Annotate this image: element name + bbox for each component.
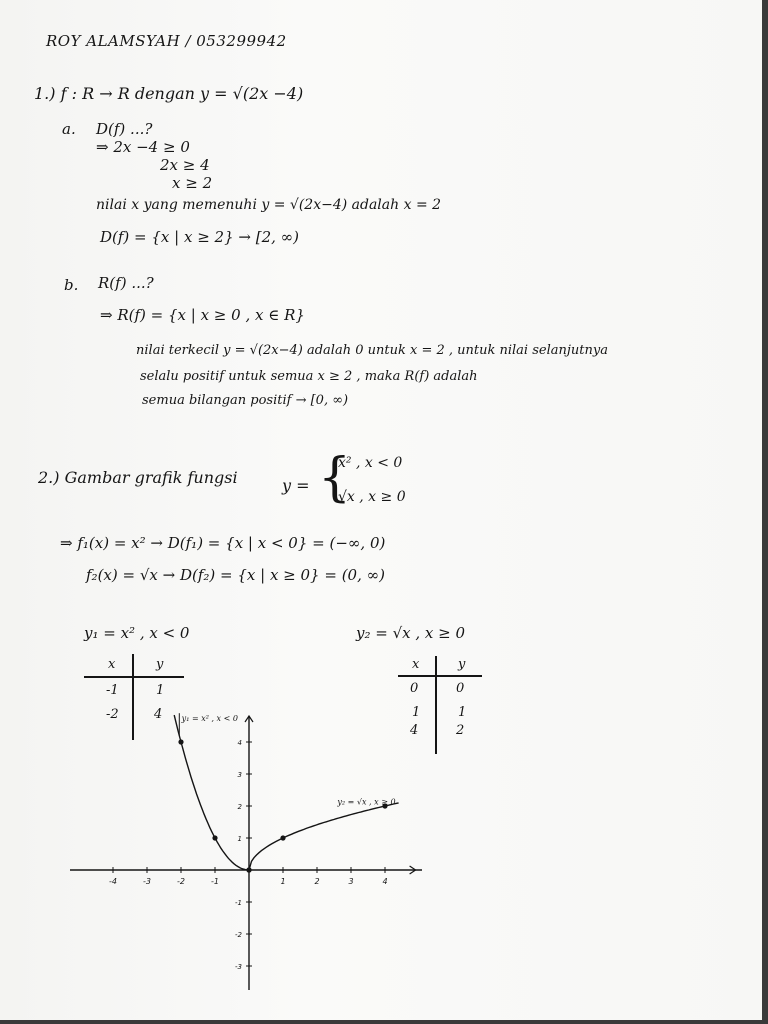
table2-row2-y: 1 [458, 705, 467, 720]
curve1-label: y₁ = x² , x < 0 [181, 714, 238, 724]
y-tick-label: -2 [235, 931, 242, 939]
x-tick-label: -4 [109, 877, 117, 886]
table2-row3-y: 2 [456, 723, 465, 738]
table1-row1-y: 1 [156, 683, 165, 698]
y-tick-label: 2 [237, 803, 242, 811]
table1-header-y: y [156, 657, 164, 672]
table2-title: y₂ = √x , x ≥ 0 [356, 624, 466, 642]
q2-piece-2: √x , x ≥ 0 [338, 489, 406, 505]
table2-row1-x: 0 [410, 681, 419, 696]
q2-f1-domain: ⇒ f₁(x) = x² → D(f₁) = {x | x < 0} = (−∞, 0) [60, 534, 386, 552]
y-tick-label: -3 [235, 963, 242, 971]
table2-row2-x: 1 [412, 705, 421, 720]
x-tick-label: 4 [382, 877, 388, 886]
table1-row2-y: 4 [154, 707, 163, 722]
piecewise-brace: { [318, 448, 352, 508]
plotted-point [246, 867, 251, 872]
q1a-step-1: ⇒ 2x −4 ≥ 0 [96, 138, 190, 156]
x-tick-label: -1 [211, 877, 219, 886]
x-tick-label: -3 [143, 877, 151, 886]
y-tick-label: 1 [237, 835, 242, 843]
table1-header-x: x [108, 657, 116, 672]
table1-row2-x: -2 [106, 707, 119, 722]
x-tick-label: 3 [348, 877, 354, 886]
q1b-explanation-line-3: semua bilangan positif → [0, ∞) [142, 393, 349, 408]
q1b-question: R(f) ...? [98, 274, 154, 292]
x-tick-label: -2 [177, 877, 185, 886]
q1-statement: 1.) f : R → R dengan y = √(2x −4) [34, 84, 304, 103]
curve2-label: y₂ = √x , x ≥ 0 [337, 797, 396, 807]
q1b-range-set: ⇒ R(f) = {x | x ≥ 0 , x ∈ R} [100, 306, 305, 324]
q1a-step-3: x ≥ 2 [172, 174, 213, 192]
plotted-point [280, 835, 285, 840]
y-tick-label: 4 [237, 739, 242, 747]
curve-y2-sqrt-x [249, 803, 399, 870]
plotted-point [178, 739, 183, 744]
y-tick-label: -1 [235, 899, 242, 907]
student-name-id: ROY ALAMSYAH / 053299942 [46, 32, 287, 50]
q1a-note: nilai x yang memenuhi y = √(2x−4) adalah x = 2 [96, 197, 442, 213]
table1-row1-x: -1 [106, 683, 119, 698]
x-tick-label: 1 [280, 877, 286, 886]
x-tick-label: 2 [314, 877, 320, 886]
table2-row3-x: 4 [410, 723, 419, 738]
q2-piece-1: x² , x < 0 [338, 455, 403, 471]
q2-f2-domain: f₂(x) = √x → D(f₂) = {x | x ≥ 0} = (0, ∞) [86, 566, 385, 584]
plotted-point [212, 835, 217, 840]
table2-header-x: x [412, 657, 420, 672]
q1b-explanation-line-2: selalu positif untuk semua x ≥ 2 , maka R(f) adalah [140, 369, 478, 384]
q1a-result: D(f) = {x | x ≥ 2} → [2, ∞) [100, 228, 300, 246]
q1a-label: a. [62, 120, 76, 138]
q1a-question: D(f) ...? [96, 120, 153, 138]
q1b-label: b. [64, 276, 79, 294]
table1-title: y₁ = x² , x < 0 [84, 624, 190, 642]
q1b-explanation-line-1: nilai terkecil y = √(2x−4) adalah 0 untuk x = 2 , untuk nilai selanjutnya [136, 343, 608, 358]
table2-header-y: y [458, 657, 466, 672]
q2-y-equals: y = [282, 476, 310, 495]
table2-row1-y: 0 [456, 681, 465, 696]
y-tick-label: 3 [237, 771, 242, 779]
q2-heading: 2.) Gambar grafik fungsi [38, 468, 238, 487]
q1a-step-2: 2x ≥ 4 [160, 156, 210, 174]
